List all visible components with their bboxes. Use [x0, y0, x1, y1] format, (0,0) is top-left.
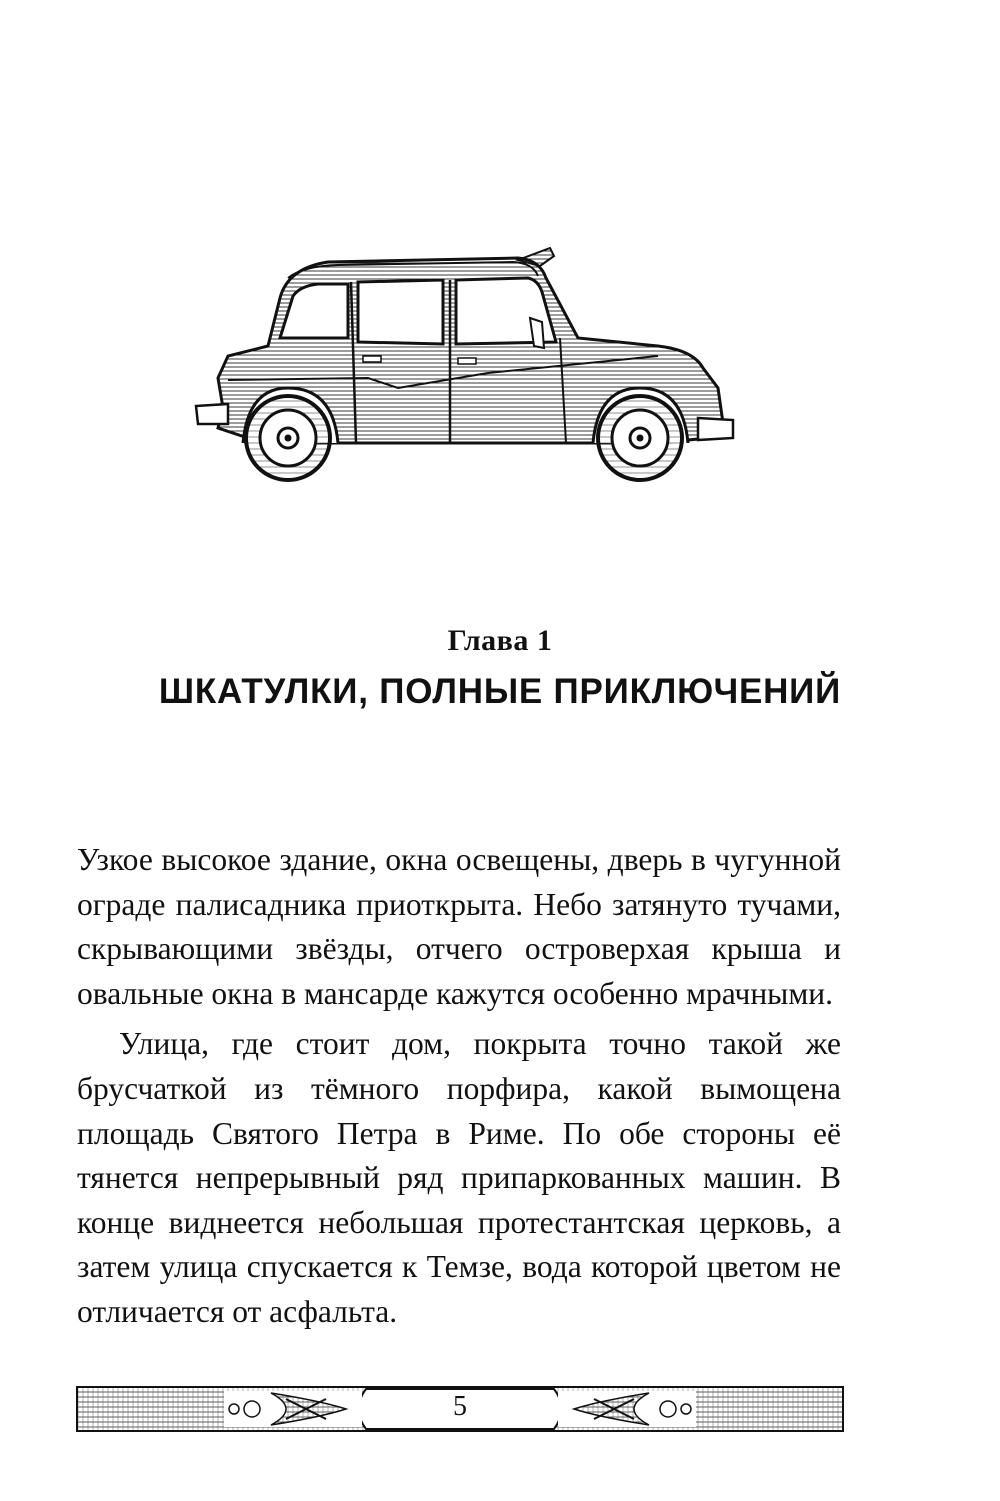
taxi-car-illustration — [188, 238, 738, 498]
page-footer — [76, 1385, 844, 1433]
paragraph: Узкое высокое здание, окна освещены, дверь в чугунной ограде палисадника приоткрыта. Небо затянуто тучами, скрывающими звёзды, отчего островерхая крыша и овальные окна в мансарде кажутся особенно мрачными. — [77, 842, 841, 1011]
page-number: 5 — [453, 1391, 467, 1422]
chapter-label: Глава 1 — [447, 624, 553, 657]
body-text — [77, 838, 841, 1335]
chapter-title: ШКАТУЛКИ, ПОЛНЫЕ ПРИКЛЮЧЕНИЙ — [158, 672, 842, 711]
paragraph: Улица, где стоит дом, покрыта точно такой же брусчаткой из тёмного порфира, какой вымощена площадь Святого Петра в Риме. По обе стороны её тянется непрерывный ряд припаркованных машин. В конце виднеется небольшая протестантская церковь, а затем улица спускается к Темзе, вода которой цветом не отличается от асфальта. — [77, 1026, 841, 1329]
